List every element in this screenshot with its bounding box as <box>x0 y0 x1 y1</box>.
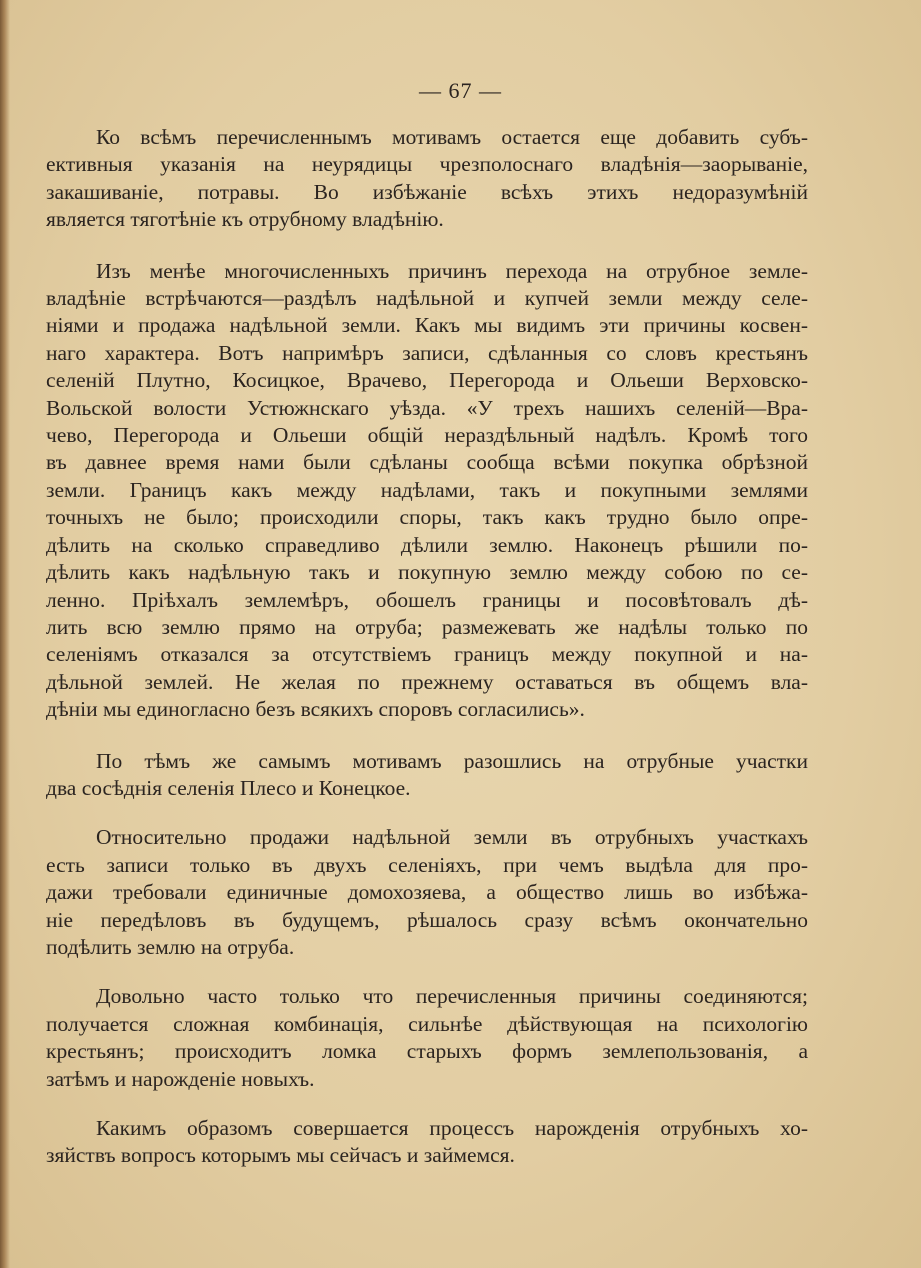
text-line: затѣмъ и нарожденіе новыхъ. <box>46 1066 315 1091</box>
paragraph-5 <box>46 983 808 1093</box>
text-line: селеній Плутно, Косицкое, Врачево, Перегорода и Ольеши Верховско- <box>46 368 808 393</box>
text-line: дѣніи мы единогласно безъ всякихъ споровъ согласились». <box>46 697 585 722</box>
paragraph-1 <box>46 124 808 234</box>
text-line: Довольно часто только что перечисленныя причины соединяются; <box>96 984 808 1009</box>
text-line: является тяготѣніе къ отрубному владѣнію. <box>46 207 444 232</box>
text-line: зяйствъ вопросъ которымъ мы сейчасъ и займемся. <box>46 1143 515 1168</box>
body-text <box>46 124 808 1190</box>
text-line: есть записи только въ двухъ селеніяхъ, при чемъ выдѣла для про- <box>46 852 808 877</box>
text-line: точныхъ не было; происходили споры, такъ какъ трудно было опре- <box>46 505 808 530</box>
text-line: въ давнее время нами были сдѣланы сообща всѣми покупка обрѣзной <box>46 450 808 475</box>
paragraph-6 <box>46 1115 808 1170</box>
text-line: наго характера. Вотъ напримѣръ записи, сдѣланныя со словъ крестьянъ <box>46 340 808 365</box>
bleed-through-shadow <box>760 1160 910 1200</box>
paragraph-3 <box>46 748 808 803</box>
paragraph-4 <box>46 824 808 961</box>
paragraph-2 <box>46 258 808 724</box>
text-line: закашиваніе, потравы. Во избѣжаніе всѣхъ этихъ недоразумѣній <box>46 179 808 204</box>
text-line: селеніямъ отказался за отсутствіемъ границъ между покупной и на- <box>46 642 808 667</box>
text-line: ленно. Пріѣхалъ землемѣръ, обошелъ границы и посовѣтовалъ дѣ- <box>46 587 808 612</box>
text-line: ніе передѣловъ въ будущемъ, рѣшалось сразу всѣмъ окончательно <box>46 907 808 932</box>
text-line: земли. Границъ какъ между надѣлами, такъ и покупными землями <box>46 477 808 502</box>
text-line: Относительно продажи надѣльной земли въ отрубныхъ участкахъ <box>96 825 808 850</box>
page-number: — 67 — <box>419 78 502 103</box>
text-line: Какимъ образомъ совершается процессъ нарожденія отрубныхъ хо- <box>96 1116 808 1140</box>
text-line: два сосѣднія селенія Плесо и Конецкое. <box>46 775 411 800</box>
text-line: Ко всѣмъ перечисленнымъ мотивамъ остается еще добавить субъ- <box>96 125 808 149</box>
text-line: Изъ менѣе многочисленныхъ причинъ перехода на отрубное земле- <box>96 258 808 283</box>
binding-edge <box>0 0 10 1268</box>
text-line: владѣніе встрѣчаются—раздѣлъ надѣльной и купчей земли между селе- <box>46 286 808 311</box>
text-line: ективныя указанія на неурядицы чрезполоснаго владѣнія—заорываніе, <box>46 152 808 177</box>
text-line: дѣлить какъ надѣльную такъ и покупную землю между собою по се- <box>46 560 808 585</box>
text-line: дажи требовали единичные домохозяева, а общество лишь во избѣжа- <box>46 880 808 905</box>
text-line: Вольской волости Устюжнскаго уѣзда. «У трехъ нашихъ селеній—Вра- <box>46 395 808 420</box>
text-line: крестьянъ; происходитъ ломка старыхъ формъ землепользованія, а <box>46 1039 808 1064</box>
text-line: По тѣмъ же самымъ мотивамъ разошлись на отрубные участки <box>96 748 808 773</box>
text-line: ніями и продажа надѣльной земли. Какъ мы видимъ эти причины косвен- <box>46 313 808 338</box>
text-line: лить всю землю прямо на отруба; размежевать же надѣлы только по <box>46 614 808 639</box>
text-line: чево, Перегорода и Ольеши общій нераздѣльный надѣлъ. Кромѣ того <box>46 423 808 448</box>
text-line: дѣлить на сколько справедливо дѣлили землю. Наконецъ рѣшили по- <box>46 532 808 557</box>
text-line: получается сложная комбинація, сильнѣе дѣйствующая на психологію <box>46 1011 808 1036</box>
text-line: подѣлить землю на отруба. <box>46 934 295 959</box>
text-line: дѣльной землей. Не желая по прежнему оставаться въ общемъ вла- <box>46 669 808 694</box>
